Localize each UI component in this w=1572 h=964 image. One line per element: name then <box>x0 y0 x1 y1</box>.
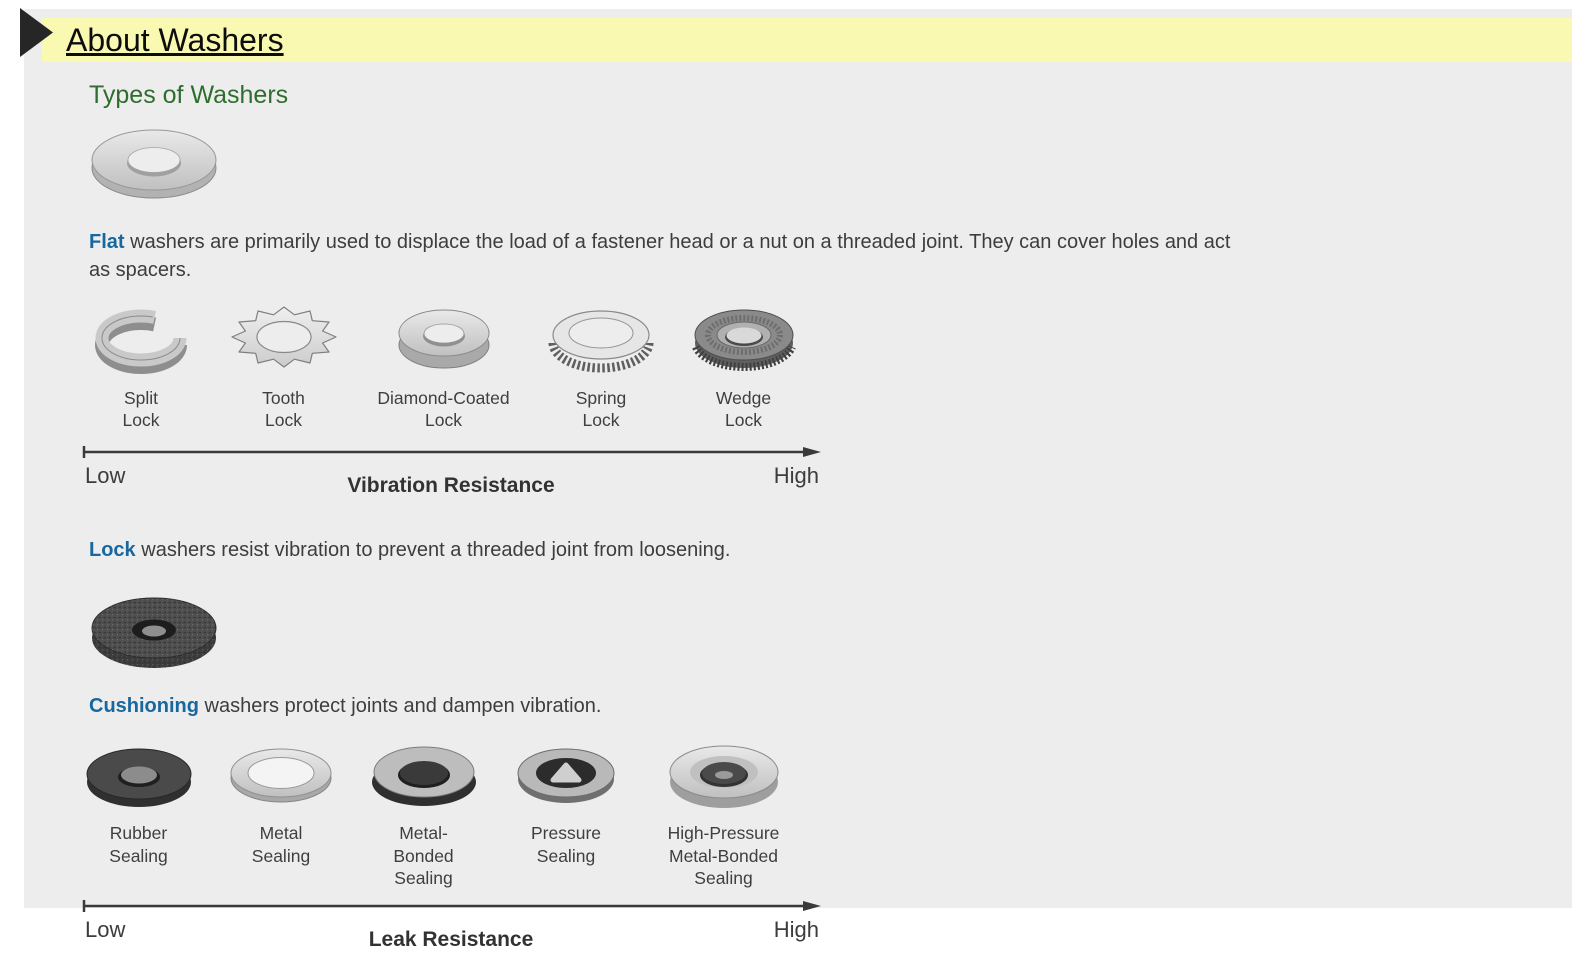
metal-bonded-sealing-washer-icon <box>369 740 479 810</box>
washer-label: Rubber Sealing <box>109 823 168 866</box>
flat-text: washers are primarily used to displace the load of a fastener head or a nut on a threaded joint. They can cover holes and act <box>130 231 1231 253</box>
sealing-washer-item <box>491 740 641 867</box>
axis-arrow-icon <box>81 444 821 460</box>
tooth-lock-washer-icon <box>229 305 339 375</box>
lock-washer-item <box>71 305 211 432</box>
washer-label: High-Pressure Metal-Bonded Sealing <box>667 823 780 889</box>
washer-label: Metal- Bonded Sealing <box>393 823 454 889</box>
title-highlight-band <box>42 18 1572 62</box>
lock-washer-item <box>211 305 356 432</box>
washer-label: Pressure Sealing <box>530 823 602 866</box>
pressure-sealing-washer-icon <box>516 740 616 810</box>
content <box>85 73 1569 964</box>
axis-high-label: High <box>773 916 819 942</box>
lock-washer-item <box>671 305 816 432</box>
axis-title: Leak Resistance <box>368 927 534 951</box>
washer-label: Diamond-Coated Lock <box>377 387 510 431</box>
axis-arrow-icon <box>81 898 821 914</box>
washer-label: Tooth Lock <box>262 387 305 431</box>
axis-title: Vibration Resistance <box>347 473 555 497</box>
cushioning-term: Cushioning <box>89 694 199 717</box>
flat-text-line2: as spacers. <box>89 259 192 282</box>
washer-label: Metal Sealing <box>251 823 311 866</box>
axis-low-label: Low <box>85 916 126 942</box>
flat-description <box>89 228 1549 285</box>
metal-sealing-washer-icon <box>228 740 334 810</box>
sealing-washer-item <box>71 740 206 867</box>
sealing-washer-item <box>206 740 356 867</box>
sealing-washer-item <box>641 740 806 889</box>
flat-washer-icon <box>89 122 1569 204</box>
lock-description <box>89 536 1549 564</box>
sealing-washer-item <box>356 740 491 889</box>
section-heading: Types of Washers <box>89 81 289 109</box>
cushioning-text: washers protect joints and dampen vibration. <box>204 694 602 717</box>
content-panel <box>24 9 1572 951</box>
vibration-resistance-axis <box>81 444 821 510</box>
lock-term: Lock <box>89 538 136 561</box>
lock-washer-item <box>531 305 671 432</box>
leak-resistance-axis <box>81 898 821 964</box>
washer-label: Split Lock <box>122 387 160 431</box>
axis-high-label: High <box>773 462 819 488</box>
lock-text: washers resist vibration to prevent a threaded joint from loosening. <box>141 538 731 561</box>
split-lock-washer-icon <box>89 305 193 375</box>
spring-lock-washer-icon <box>543 305 659 375</box>
high-pressure-metal-bonded-sealing-washer-icon <box>666 740 782 810</box>
cushioning-description <box>89 692 1549 720</box>
diamond-coated-lock-washer-icon <box>389 305 499 375</box>
washer-label: Spring Lock <box>575 387 627 431</box>
cushioning-washer-icon <box>89 586 1569 676</box>
wedge-lock-washer-icon <box>689 305 799 375</box>
flat-term: Flat <box>89 231 125 253</box>
lock-washer-item <box>356 305 531 432</box>
page-title[interactable]: About Washers <box>66 22 284 58</box>
washer-label: Wedge Lock <box>715 387 772 431</box>
axis-low-label: Low <box>85 462 126 488</box>
sealing-washer-row <box>71 740 1569 889</box>
rubber-sealing-washer-icon <box>83 740 195 810</box>
lock-washer-row <box>71 305 1569 432</box>
